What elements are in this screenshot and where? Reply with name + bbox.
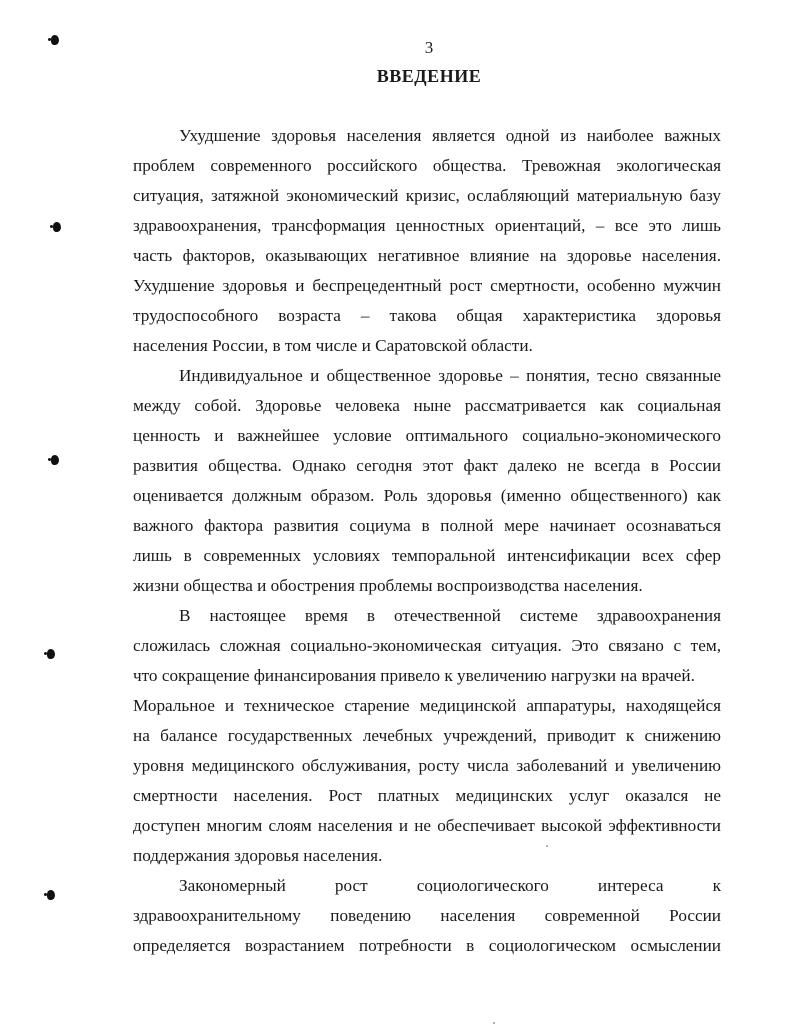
page-number: 3 [424, 38, 434, 57]
text-line: Индивидуальное и общественное здоровье – понятия, тесно связанные [179, 366, 721, 385]
text-line: населения России, в том числе и Саратовской области. [133, 336, 533, 355]
text-line: Ухудшение здоровья населения является одной из наиболее важных [179, 126, 721, 145]
text-line: Закономерный рост социологического интереса к [179, 876, 721, 895]
text-line: смертности населения. Рост платных медицинских услуг оказался не [133, 786, 721, 805]
page-title: ВВЕДЕНИЕ [376, 66, 482, 86]
text-line: здравоохранительному поведению населения современной России [133, 906, 721, 925]
binder-mark-icon [51, 455, 59, 465]
text-line: ситуация, затяжной экономический кризис, ослабляющий материальную базу [133, 186, 721, 205]
text-line: что сокращение финансирования привело к увеличению нагрузки на врачей. [133, 666, 695, 685]
text-line: проблем современного российского общества. Тревожная экологическая [133, 156, 721, 175]
text-line: В настоящее время в отечественной системе здравоохранения [179, 606, 721, 625]
text-line: сложилась сложная социально-экономическая ситуация. Это связано с тем, [133, 636, 721, 655]
text-line: поддержания здоровья населения. [133, 846, 383, 865]
text-line: лишь в современных условиях темпоральной интенсификации всех сфер [133, 546, 721, 565]
text-line: доступен многим слоям населения и не обеспечивает высокой эффективности [133, 816, 721, 835]
binder-mark-icon [47, 890, 55, 900]
text-line: оценивается должным образом. Роль здоровья (именно общественного) как [133, 486, 721, 505]
text-line: определяется возрастанием потребности в социологическом осмыслении [133, 936, 721, 955]
text-line: Ухудшение здоровья и беспрецедентный рост смертности, особенно мужчин [133, 276, 721, 295]
binder-mark-icon [53, 222, 61, 232]
binder-mark-icon [47, 649, 55, 659]
text-line: часть факторов, оказывающих негативное влияние на здоровье населения. [133, 246, 721, 265]
text-line: здравоохранения, трансформация ценностных ориентаций, – все это лишь [133, 216, 721, 235]
text-line: жизни общества и обострения проблемы воспроизводства населения. [133, 576, 643, 595]
text-line: на балансе государственных лечебных учреждений, приводит к снижению [133, 726, 721, 745]
text-line: важного фактора развития социума в полной мере начинает осознаваться [133, 516, 721, 535]
text-line: развития общества. Однако сегодня этот факт далеко не всегда в России [133, 456, 721, 475]
scan-speck [493, 1022, 495, 1024]
text-line: ценность и важнейшее условие оптимального социально-экономического [133, 426, 721, 445]
text-line: уровня медицинского обслуживания, росту числа заболеваний и увеличению [133, 756, 721, 775]
text-line: трудоспособного возраста – такова общая характеристика здоровья [133, 306, 721, 325]
text-line: между собой. Здоровье человека ныне рассматривается как социальная [133, 396, 721, 415]
text-line: Моральное и техническое старение медицинской аппаратуры, находящейся [133, 696, 721, 715]
